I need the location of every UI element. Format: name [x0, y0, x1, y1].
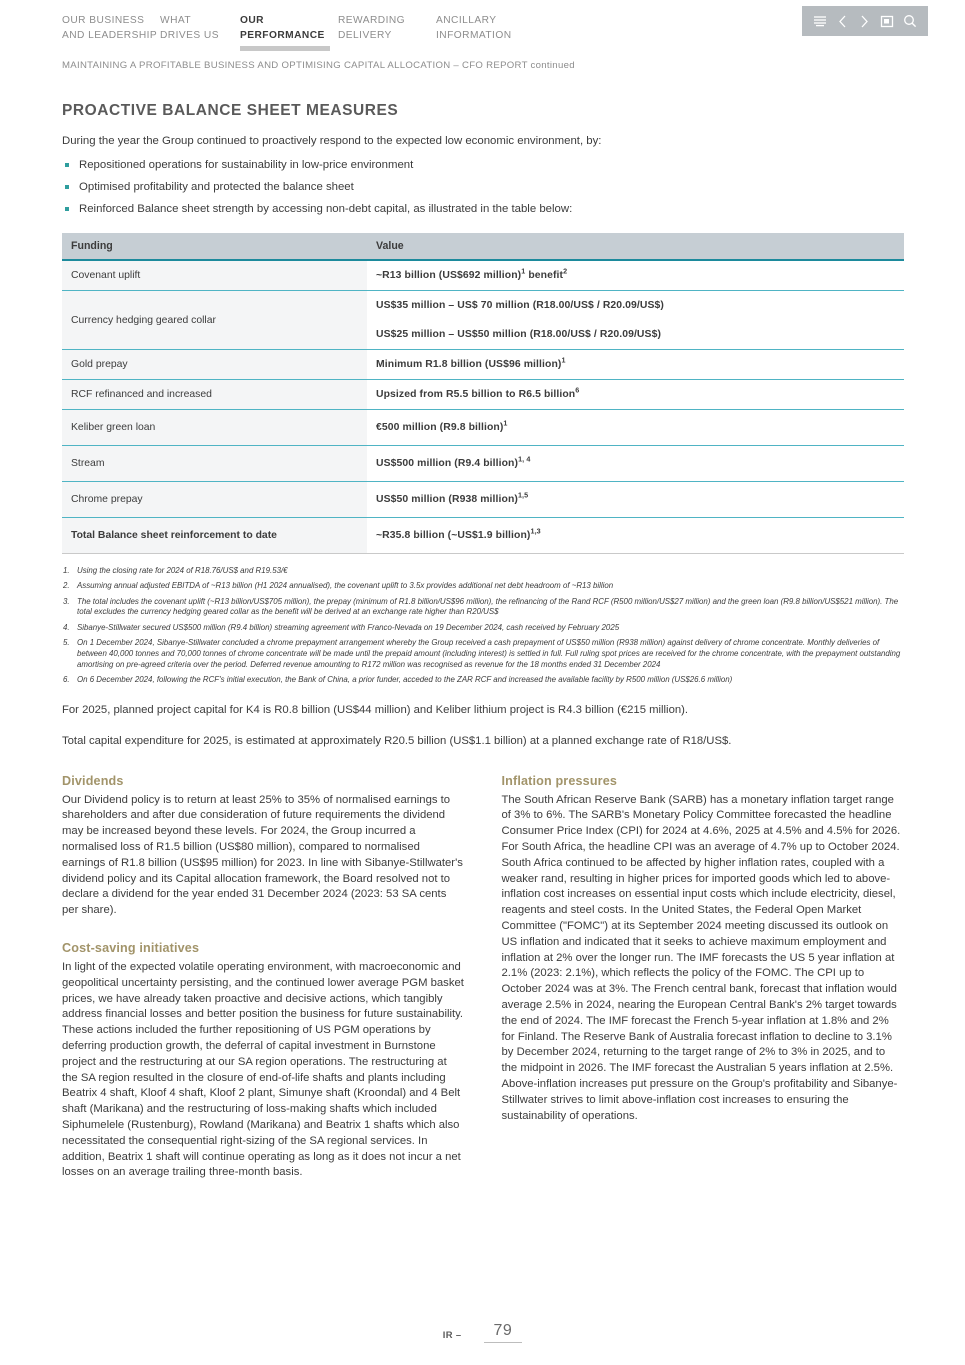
cell-value [367, 291, 904, 350]
nav-item-line1: REWARDING [338, 15, 406, 26]
page-number: 79 [484, 1322, 523, 1343]
footnote-item: Using the closing rate for 2024 of R18.76/US$ and R19.53/€ [77, 566, 288, 575]
footnote-marker-2: 2 [563, 266, 568, 276]
nav-item-rewarding-delivery[interactable] [338, 14, 436, 51]
inflation-heading: Inflation pressures [501, 773, 618, 788]
cost-saving-heading: Cost-saving initiatives [62, 941, 200, 956]
section-navigation[interactable] [62, 14, 534, 51]
notes-icon[interactable] [878, 12, 896, 30]
value-text-2: benefit [525, 270, 564, 281]
value-line-1: US$35 million – US$ 70 million (R18.00/US$ / R20.09/US$) [376, 300, 664, 311]
menu-icon[interactable] [811, 12, 829, 30]
table-row [62, 350, 904, 380]
dividends-paragraph: Our Dividend policy is to return at least 25% to 35% of normalised earnings to shareholders and after due consideration of future requirements the dividend may be increased beyond these levels. For 2024, the Group incurred a normalised loss of R1.5 billion (US$80 million), compared to normalised earnings of R1.8 billion (US$95 million) for 2023. In line with Sibanye-Stillwater's dividend policy and its Capital allocation framework, the Board resolved not to declare a dividend for the year ended 31 December 2024 (2023: 53 SA cents per share). [62, 793, 463, 917]
cell-funding: Currency hedging geared collar [62, 291, 367, 350]
cell-funding: Keliber green loan [62, 410, 367, 446]
value-text: €500 million (R9.8 billion) [376, 422, 504, 433]
intro-paragraph: During the year the Group continued to proactively respond to the expected low economic environment, by: [62, 135, 602, 147]
footnote-marker: 1 [561, 355, 566, 365]
nav-item-what-drives-us[interactable] [160, 14, 240, 51]
capital-expenditure-paragraph: Total capital expenditure for 2025, is estimated at approximately R20.5 billion (US$1.1 billion) at a planned exchange rate of R18/US$. [62, 734, 732, 747]
footnote-marker: 1, 4 [518, 454, 531, 464]
previous-icon[interactable] [834, 12, 852, 30]
footnote-item: Sibanye-Stillwater secured US$500 million (R9.4 billion) streaming agreement with Franco-Nevada on 19 December 2024, cash received by February 2025 [77, 622, 620, 632]
value-line-2: US$25 million – US$50 million (R18.00/US$ / R20.09/US$) [376, 329, 662, 340]
value-text: Upsized from R5.5 billion to R6.5 billion [376, 389, 576, 400]
page-footer [0, 1322, 965, 1343]
footnote-marker: 1,5 [517, 490, 529, 500]
table-row [62, 410, 904, 446]
value-text: Minimum R1.8 billion (US$96 million) [376, 359, 562, 370]
nav-item-our-performance[interactable] [240, 14, 338, 51]
cell-value [367, 446, 904, 482]
funding-table [62, 233, 904, 554]
nav-item-ancillary-information[interactable] [436, 14, 534, 51]
footnote-item: The total includes the covenant uplift (~R13 billion/US$705 million), the prepay (minimum of R1.8 billion/US$96 million), the refinancing of the Rand RCF (R500 million/US$27 million) and the green loan (R9.8 billion/US$521 million). The total excludes the currency hedging geared collar as the benefit will be derived at an exchange rate higher than R20/US$ [77, 596, 899, 617]
right-column [502, 774, 905, 1182]
list-item: Repositioned operations for sustainability in low-price environment [62, 157, 904, 173]
inflation-paragraph: The South African Reserve Bank (SARB) has a monetary inflation target range of 3% to 6%. The SARB's Monetary Policy Committee forecasted the headline Consumer Price Index (CPI) for 2024 at 4.6%, 2025 at 4.5% and 4.5% for 2026. For South Africa, the headline CPI was an average of 4.7% up to October 2024. South Africa continued to be affected by higher inflation rates, coupled with a weaker rand, resulting in higher prices for imported goods which led to above-inflation cost increases on essential input costs which include electricity, diesel, reagents and steel costs. In the United States, the Federal Open Market Committee ("FOMC") at its September 2024 meeting discussed its outlook on US inflation and indicated that it seeks to achieve maximum employment and inflation at 2% over the longer run. The IMF forecasts the US 5 year inflation at 2.1% (2023: 2.1%), which reflects the policy of the FOMC. The CPI up to October 2024 was at 3%. The French central bank, forecast that inflation would average 2.5% in 2024, nearing the European Central Bank's 2% target towards the end of 2024. The IMF forecast the French 5-year inflation at 1.8% and 2% for Finland. The Reserve Bank of Australia forecast inflation to decline to 3.1% by December 2024, returning to the target range of 2% to 3% in 2025, and to the midpoint in 2026. The IMF forecast the Australian 5 years inflation at 2.5%. Above-inflation increases put pressure on the Group's profitability and Sibanye-Stillwater strives to limit above-inflation cost increases to ensuring the sustainability of operations. [501, 793, 901, 1122]
left-column [62, 774, 465, 1182]
nav-item-line2: PERFORMANCE [240, 29, 325, 41]
cell-funding: Chrome prepay [62, 482, 367, 518]
footnote-list [62, 566, 904, 686]
cell-value [367, 380, 904, 410]
nav-item-line2: DRIVES US [160, 29, 219, 41]
nav-item-line1: OUR [240, 15, 264, 26]
nav-item-line1: WHAT [160, 15, 192, 26]
search-icon[interactable] [901, 12, 919, 30]
value-text: US$50 million (R938 million) [376, 494, 518, 505]
footnote-marker: 1 [503, 418, 508, 428]
column-header-value: Value [367, 233, 904, 260]
footnote-marker: 1 [521, 266, 526, 276]
column-header-funding: Funding [62, 233, 367, 260]
cell-funding: Gold prepay [62, 350, 367, 380]
value-text: ~R13 billion (US$692 million) [376, 270, 522, 281]
table-row-total [62, 518, 904, 554]
nav-item-our-business[interactable] [62, 14, 160, 51]
cell-funding: Covenant uplift [62, 260, 367, 291]
footnote-item: Assuming annual adjusted EBITDA of ~R13 billion (H1 2024 annualised), the covenant uplift to 3.5x provides additional net debt headroom of ~R13 billion [77, 581, 614, 591]
cell-funding: Total Balance sheet reinforcement to date [62, 518, 367, 554]
running-head: MAINTAINING A PROFITABLE BUSINESS AND OPTIMISING CAPITAL ALLOCATION – CFO REPORT continued [62, 60, 575, 71]
next-icon[interactable] [856, 12, 874, 30]
nav-item-line1: OUR BUSINESS [62, 15, 145, 26]
table-row [62, 291, 904, 350]
main-content [62, 102, 904, 1181]
report-label: IR – [442, 1329, 462, 1340]
nav-item-line2: AND LEADERSHIP [62, 29, 158, 41]
list-item: Optimised profitability and protected the balance sheet [62, 179, 904, 195]
footnote-item: On 1 December 2024, Sibanye-Stillwater concluded a chrome prepayment arrangement whereby the Group received a cash prepayment of US$50 million (R938 million) against delivery of chrome concentrate. Monthly deliveries of between 40,000 tonnes and 70,000 tonnes of chrome concentrate will be made until the prepaid amount (including interest) is settled in full. Full ruling spot prices are received for the chrome concentrate, with the prepayment outstanding amortising on pre-agreed criteria over the period. Deferred revenue amounting to R172 million was recognised as revenue for the 18 months ended 31 December 2024 [77, 637, 901, 669]
cell-value [367, 518, 904, 554]
cost-saving-paragraph: In light of the expected volatile operating environment, with macroeconomic and geopolitical uncertainty persisting, and the continued lower average PGM basket prices, we have already taken proactive and decisive actions, which tangibly address financial losses and better position the business for future sustainability. These actions included the further repositioning of US PGM operations by deferring production growth, the deferral of capital investment in Burnstone project and the restructuring at our SA region operations. The restructuring at the SA region resulted in the closure of end-of-life shafts and plants including Beatrix 4 shaft, Kloof 4 shaft, Kloof 2 plant, Simunye shaft (Kroondal) and 4 Belt shaft (Marikana) and the restructuring of loss-making shafts which included Siphumelele (Rustenburg), Rowland (Marikana) and Beatrix 1 shafts which also necessitated the consequential right-sizing of the SA regional services. In addition, Beatrix 1 shaft will continue operating as long as it does not incur a net losses on an average trailing three-month basis. [62, 961, 464, 1179]
measures-bullet-list [62, 157, 904, 217]
table-row [62, 380, 904, 410]
cell-value [367, 410, 904, 446]
cell-value [367, 482, 904, 518]
table-row [62, 260, 904, 291]
cell-funding: Stream [62, 446, 367, 482]
project-capital-paragraph: For 2025, planned project capital for K4 is R0.8 billion (US$44 million) and Keliber lithium project is R4.3 billion (€215 million). [62, 703, 689, 716]
footnote-marker: 6 [575, 385, 580, 395]
cell-value [367, 260, 904, 291]
footnote-marker: 1,3 [530, 526, 541, 536]
two-column-body [62, 774, 904, 1182]
footnote-item: On 6 December 2024, following the RCF's initial execution, the Bank of China, a prior funder, acceded to the ZAR RCF and increased the available facility by R500 million (US$26.6 million) [77, 674, 733, 684]
value-text: ~R35.8 billion (~US$1.9 billion) [376, 530, 531, 541]
nav-item-line2: INFORMATION [436, 29, 512, 41]
viewer-toolbar[interactable] [802, 6, 928, 36]
nav-item-line2: DELIVERY [338, 29, 392, 41]
table-row [62, 446, 904, 482]
nav-item-line1: ANCILLARY [436, 15, 497, 26]
cell-funding: RCF refinanced and increased [62, 380, 367, 410]
cell-value [367, 350, 904, 380]
table-header-row [62, 233, 904, 260]
value-text: US$500 million (R9.4 billion) [376, 458, 519, 469]
dividends-heading: Dividends [62, 773, 124, 788]
list-item: Reinforced Balance sheet strength by accessing non-debt capital, as illustrated in the table below: [62, 201, 904, 217]
page-title: PROACTIVE BALANCE SHEET MEASURES [62, 102, 399, 119]
table-row [62, 482, 904, 518]
